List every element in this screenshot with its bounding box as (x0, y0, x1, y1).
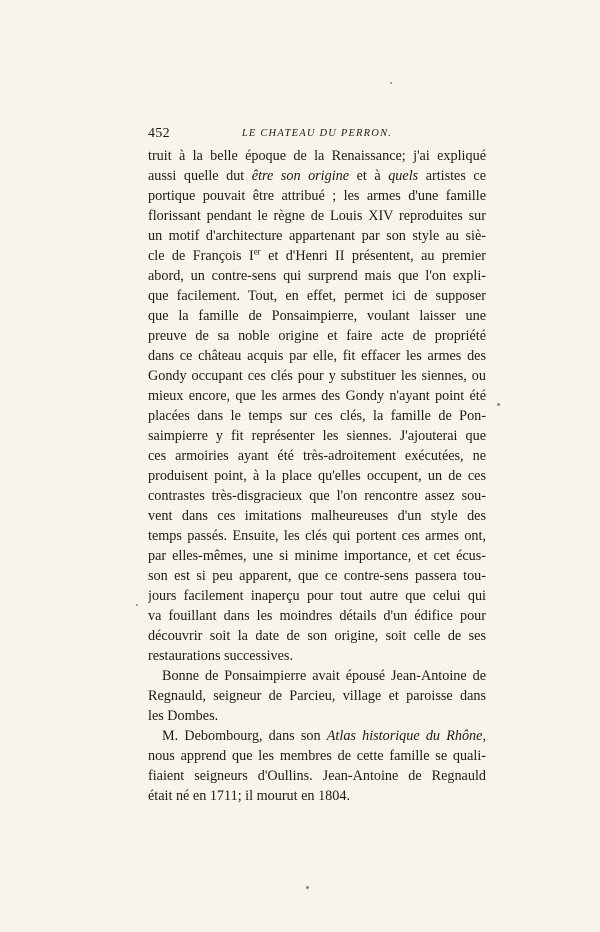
text-line: preuve de sa noble origine et faire acte de propriété (148, 328, 486, 344)
paper-speck (497, 403, 500, 406)
text-line: découvrir soit la date de son origine, soit celle de ses (148, 628, 486, 644)
text-line: Regnauld, seigneur de Parcieu, village et paroisse dans (148, 688, 486, 704)
paper-speck (390, 82, 392, 84)
text-line: abord, un contre-sens qui surprend mais que l'on expli- (148, 268, 486, 284)
paper-speck (306, 886, 309, 889)
page-number: 452 (148, 126, 170, 141)
text-line: que facilement. Tout, en effet, permet ici de supposer (148, 288, 486, 304)
text-line: jours facilement inaperçu pour tout autre que celui qui (148, 588, 486, 604)
text-line: portique pouvait être attribué ; les armes d'une famille (148, 188, 486, 204)
text-line: produisent point, à la place qu'elles occupent, un de ces (148, 468, 486, 484)
text-line: son est si peu apparent, que ce contre-sens passera tou- (148, 568, 486, 584)
text-line: les Dombes. (148, 708, 219, 724)
text-line: contrastes très-disgracieux que l'on rencontre assez sou- (148, 488, 486, 504)
text-line: Gondy occupant ces clés pour y substituer les siennes, ou (148, 368, 486, 384)
text-line: mieux encore, que les armes des Gondy n'ayant point été (148, 388, 486, 404)
text-line: truit à la belle époque de la Renaissance; j'ai expliqué (148, 148, 486, 164)
text-line: ces armoiries ayant été très-adroitement exécutées, ne (148, 448, 486, 464)
text-line: florissant pendant le règne de Louis XIV reproduites sur (148, 208, 486, 224)
text-line: dans ce château acquis par elle, fit effacer les armes des (148, 348, 486, 364)
text-line: que la famille de Ponsaimpierre, voulant laisser une (148, 308, 486, 324)
text-line: nous apprend que les membres de cette famille se quali- (148, 748, 486, 764)
page-header (148, 126, 486, 144)
text-line: aussi quelle dut être son origine et à quels artistes ce (148, 168, 486, 184)
text-line: restaurations successives. (148, 648, 293, 664)
body-text (148, 146, 486, 806)
text-line: était né en 1711; il mourut en 1804. (148, 788, 350, 804)
text-line: fiaient seigneurs d'Oullins. Jean-Antoine de Regnauld (148, 768, 486, 784)
paper-speck (136, 604, 138, 606)
text-line: placées dans le temps sur ces clés, la famille de Pon- (148, 408, 486, 424)
text-line: va fouillant dans les moindres détails d'un édifice pour (148, 608, 486, 624)
running-title: LE CHATEAU DU PERRON. (241, 128, 393, 139)
text-line: un motif d'architecture appartenant par son style au siè- (148, 228, 486, 244)
text-line: temps passés. Ensuite, les clés qui portent ces armes ont, (148, 528, 486, 544)
text-line: cle de François Ier et d'Henri II présentent, au premier (148, 246, 486, 264)
text-line: M. Debombourg, dans son Atlas historique du Rhône, (162, 728, 486, 744)
text-line: saimpierre y fit représenter les siennes. J'ajouterai que (148, 428, 486, 444)
text-line: par elles-mêmes, une si minime importance, et cet écus- (148, 548, 486, 564)
text-line: vent dans ces imitations malheureuses d'un style des (148, 508, 486, 524)
text-line: Bonne de Ponsaimpierre avait épousé Jean-Antoine de (162, 668, 486, 684)
